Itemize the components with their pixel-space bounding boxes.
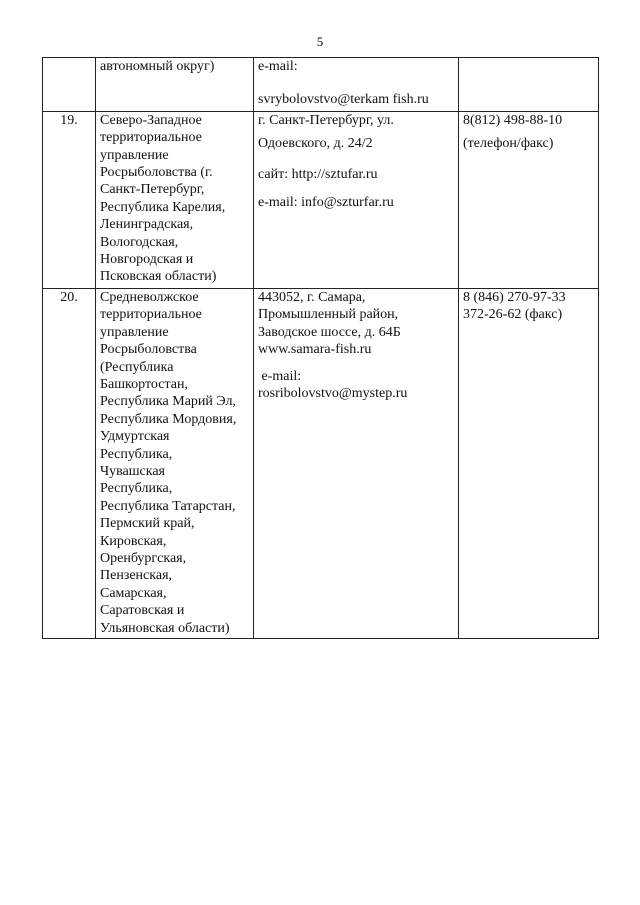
phone-cell xyxy=(459,58,599,112)
name-line: управление xyxy=(100,147,169,163)
name-line: Республика Мордовия, xyxy=(100,411,237,427)
email-label: e-mail: xyxy=(258,368,302,384)
name-line: Псковская области) xyxy=(100,269,217,285)
address-cell xyxy=(254,58,459,112)
name-line: Республика, xyxy=(100,446,173,462)
address-line: г. Санкт-Петербург, ул. xyxy=(258,112,394,128)
name-line: Вологодская, xyxy=(100,234,179,250)
row-number-cell: 20. xyxy=(43,288,96,638)
name-line: территориальное xyxy=(100,130,202,146)
address-line: Промышленный район, xyxy=(258,307,399,323)
name-line: Оренбургская, xyxy=(100,550,187,566)
email-value: svrybolovstvo@terkam fish.ru xyxy=(258,92,429,108)
email-line: e-mail: info@szturfar.ru xyxy=(258,195,394,211)
name-line: Санкт-Петербург, xyxy=(100,182,205,198)
row-number-cell xyxy=(43,58,96,112)
name-line: Ленинградская, xyxy=(100,217,194,233)
phone-line: (телефон/факс) xyxy=(463,136,554,152)
email-value: rosribolovstvo@mystep.ru xyxy=(258,385,408,401)
name-line: Чувашская xyxy=(100,463,165,479)
address-cell xyxy=(254,111,459,288)
name-line: Росрыболовства xyxy=(100,342,197,358)
row-number-cell: 19. xyxy=(43,111,96,288)
name-line: Новгородская и xyxy=(100,252,194,268)
name-line: Башкортостан, xyxy=(100,376,188,392)
name-line: Удмуртская xyxy=(100,429,170,445)
name-line: Северо-Западное xyxy=(100,112,202,128)
address-line: Одоевского, д. 24/2 xyxy=(258,136,373,152)
website-line: сайт: http://sztufar.ru xyxy=(258,166,378,182)
name-line: Ульяновская области) xyxy=(100,620,230,636)
spacer xyxy=(258,153,454,166)
name-line: Самарская, xyxy=(100,585,167,601)
name-line: автономный округ) xyxy=(100,59,215,74)
spacer xyxy=(258,183,454,194)
spacer xyxy=(258,75,454,91)
name-line: управление xyxy=(100,324,169,340)
table-row xyxy=(43,58,599,112)
name-line: (Республика xyxy=(100,359,174,375)
name-line: Кировская, xyxy=(100,533,167,549)
name-line: Средневолжское xyxy=(100,289,199,305)
name-line: Саратовская и xyxy=(100,603,185,619)
email-label: e-mail: xyxy=(258,59,298,74)
spacer xyxy=(258,359,454,368)
phone-line: 8 (846) 270-97-33 xyxy=(463,289,566,305)
name-line: Росрыболовства (г. xyxy=(100,165,213,181)
name-line: Республика, xyxy=(100,481,173,497)
phone-cell xyxy=(459,111,599,288)
phone-cell xyxy=(459,288,599,638)
fax-line: 372-26-62 (факс) xyxy=(463,307,563,323)
organizations-table xyxy=(42,57,599,639)
page-number: 5 xyxy=(316,34,324,49)
name-line: Пермский край, xyxy=(100,516,195,532)
table-row xyxy=(43,288,599,638)
phone-line: 8(812) 498-88-10 xyxy=(463,112,563,128)
name-line: Республика Марий Эл, xyxy=(100,394,236,410)
address-line: 443052, г. Самара, xyxy=(258,289,366,305)
address-cell xyxy=(254,288,459,638)
address-line: Заводское шоссе, д. 64Б xyxy=(258,324,401,340)
name-line: территориальное xyxy=(100,307,202,323)
name-cell xyxy=(96,111,254,288)
name-line: Республика Татарстан, xyxy=(100,498,236,514)
name-line: Республика Карелия, xyxy=(100,199,226,215)
name-line: Пензенская, xyxy=(100,568,173,584)
table-row xyxy=(43,111,599,288)
name-cell xyxy=(96,58,254,112)
website-line: www.samara-fish.ru xyxy=(258,342,372,358)
name-cell xyxy=(96,288,254,638)
